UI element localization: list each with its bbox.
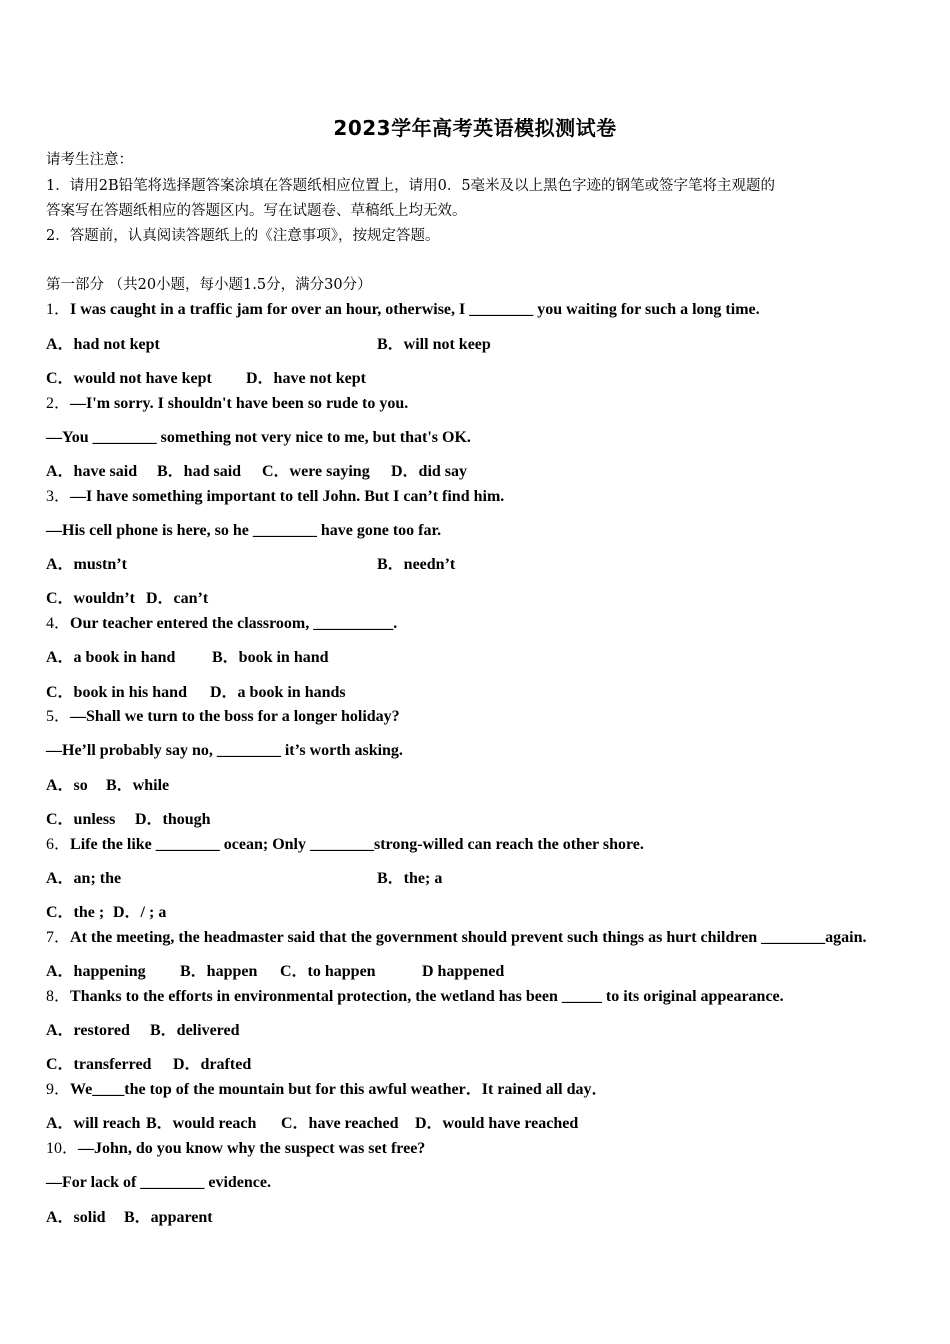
option-b[interactable]: B．apparent (124, 1209, 213, 1226)
question-1 (46, 300, 760, 320)
option-a[interactable]: A．have said (46, 463, 138, 480)
option-b[interactable]: B．happen (180, 963, 258, 980)
option-c[interactable]: C．unless (46, 811, 116, 828)
question-number: 1． (46, 301, 71, 318)
question-number: 9． (46, 1081, 71, 1098)
question-number: 6． (46, 836, 71, 853)
option-a[interactable]: A．a book in hand (46, 649, 176, 666)
option-d[interactable]: D．a book in hands (210, 684, 346, 701)
question-5-line2: —He’ll probably say no, ________ it’s worth asking. (46, 742, 403, 759)
option-b[interactable]: B．had said (157, 463, 242, 480)
option-b[interactable]: B．delivered (150, 1022, 240, 1039)
option-b[interactable]: B．while (106, 777, 170, 794)
question-10 (46, 1139, 425, 1159)
option-d[interactable]: D．would have reached (415, 1115, 579, 1132)
question-4 (46, 614, 397, 634)
option-a[interactable]: A．restored (46, 1022, 130, 1039)
question-number: 8． (46, 988, 71, 1005)
question-text: —Shall we turn to the boss for a longer holiday? (70, 708, 400, 725)
question-8 (46, 987, 784, 1007)
question-text: —I'm sorry. I shouldn't have been so rude to you. (70, 395, 409, 412)
question-text: —I have something important to tell John. But I can’t find him. (70, 488, 505, 505)
option-a[interactable]: A．happening (46, 963, 146, 980)
option-a[interactable]: A．had not kept (46, 336, 160, 353)
question-number: 3． (46, 488, 71, 505)
option-d[interactable]: D．can’t (146, 590, 209, 607)
option-d[interactable]: D happened (422, 963, 505, 980)
question-number: 7． (46, 929, 71, 946)
option-c[interactable]: C．to happen (280, 963, 376, 980)
question-3 (46, 487, 504, 507)
option-d[interactable]: D．have not kept (246, 370, 367, 387)
notice-line: 1．请用2B铅笔将选择题答案涂填在答题纸相应位置上，请用0．5毫米及以上黑色字迹的钢笔或签字笔将主观题的 (46, 178, 776, 194)
option-c[interactable]: C．transferred (46, 1056, 152, 1073)
question-2-line2: —You ________ something not very nice to me, but that's OK. (46, 429, 471, 446)
option-a[interactable]: A．so (46, 777, 88, 794)
question-number: 10． (46, 1140, 79, 1157)
question-text: —John, do you know why the suspect was set free? (78, 1140, 426, 1157)
question-9 (46, 1080, 608, 1100)
option-c[interactable]: C．would not have kept (46, 370, 212, 387)
option-d[interactable]: D．though (135, 811, 211, 828)
option-b[interactable]: B．will not keep (377, 336, 491, 353)
option-b[interactable]: B．needn’t (377, 556, 456, 573)
exam-title: 2023学年高考英语模拟测试卷 (333, 116, 617, 140)
option-b[interactable]: B．would reach (146, 1115, 257, 1132)
question-number: 5． (46, 708, 71, 725)
question-text: I was caught in a traffic jam for over an hour, otherwise, I ________ you waiting for such a long time. (70, 301, 760, 318)
option-c[interactable]: C．book in his hand (46, 684, 187, 701)
option-a[interactable]: A．will reach (46, 1115, 141, 1132)
notice-line: 答案写在答题纸相应的答题区内。写在试题卷、草稿纸上均无效。 (46, 203, 467, 219)
question-5 (46, 707, 400, 727)
option-c[interactable]: C．were saying (262, 463, 370, 480)
option-a[interactable]: A．solid (46, 1209, 106, 1226)
option-c[interactable]: C．wouldn’t (46, 590, 135, 607)
question-text: Our teacher entered the classroom, __________. (70, 615, 398, 632)
question-number: 2． (46, 395, 71, 412)
option-a[interactable]: A．an; the (46, 870, 122, 887)
notice-line: 2．答题前，认真阅读答题纸上的《注意事项》，按规定答题。 (46, 228, 440, 244)
option-d[interactable]: D．/ ; a (113, 904, 167, 921)
notice-heading: 请考生注意： (46, 152, 133, 168)
question-3-line2: —His cell phone is here, so he ________ have gone too far. (46, 522, 442, 539)
option-a[interactable]: A．mustn’t (46, 556, 127, 573)
question-number: 4． (46, 615, 71, 632)
question-text: At the meeting, the headmaster said that the government should prevent such things as hurt children ________again. (70, 929, 867, 946)
section-heading: 第一部分 （共20小题，每小题1.5分，满分30分） (46, 277, 372, 293)
option-c[interactable]: C．have reached (281, 1115, 399, 1132)
question-text: Life the like ________ ocean; Only ________strong-willed can reach the other shore. (70, 836, 644, 853)
option-b[interactable]: B．the; a (377, 870, 443, 887)
question-6 (46, 835, 644, 855)
question-text: Thanks to the efforts in environmental protection, the wetland has been _____ to its original appearance. (70, 988, 784, 1005)
question-10-line2: —For lack of ________ evidence. (46, 1174, 272, 1191)
option-c[interactable]: C．the ; (46, 904, 105, 921)
question-text: We____the top of the mountain but for this awful weather．It rained all day． (70, 1081, 608, 1098)
option-b[interactable]: B．book in hand (212, 649, 329, 666)
option-d[interactable]: D．did say (391, 463, 468, 480)
question-7 (46, 928, 867, 948)
option-d[interactable]: D．drafted (173, 1056, 252, 1073)
question-2 (46, 394, 408, 414)
